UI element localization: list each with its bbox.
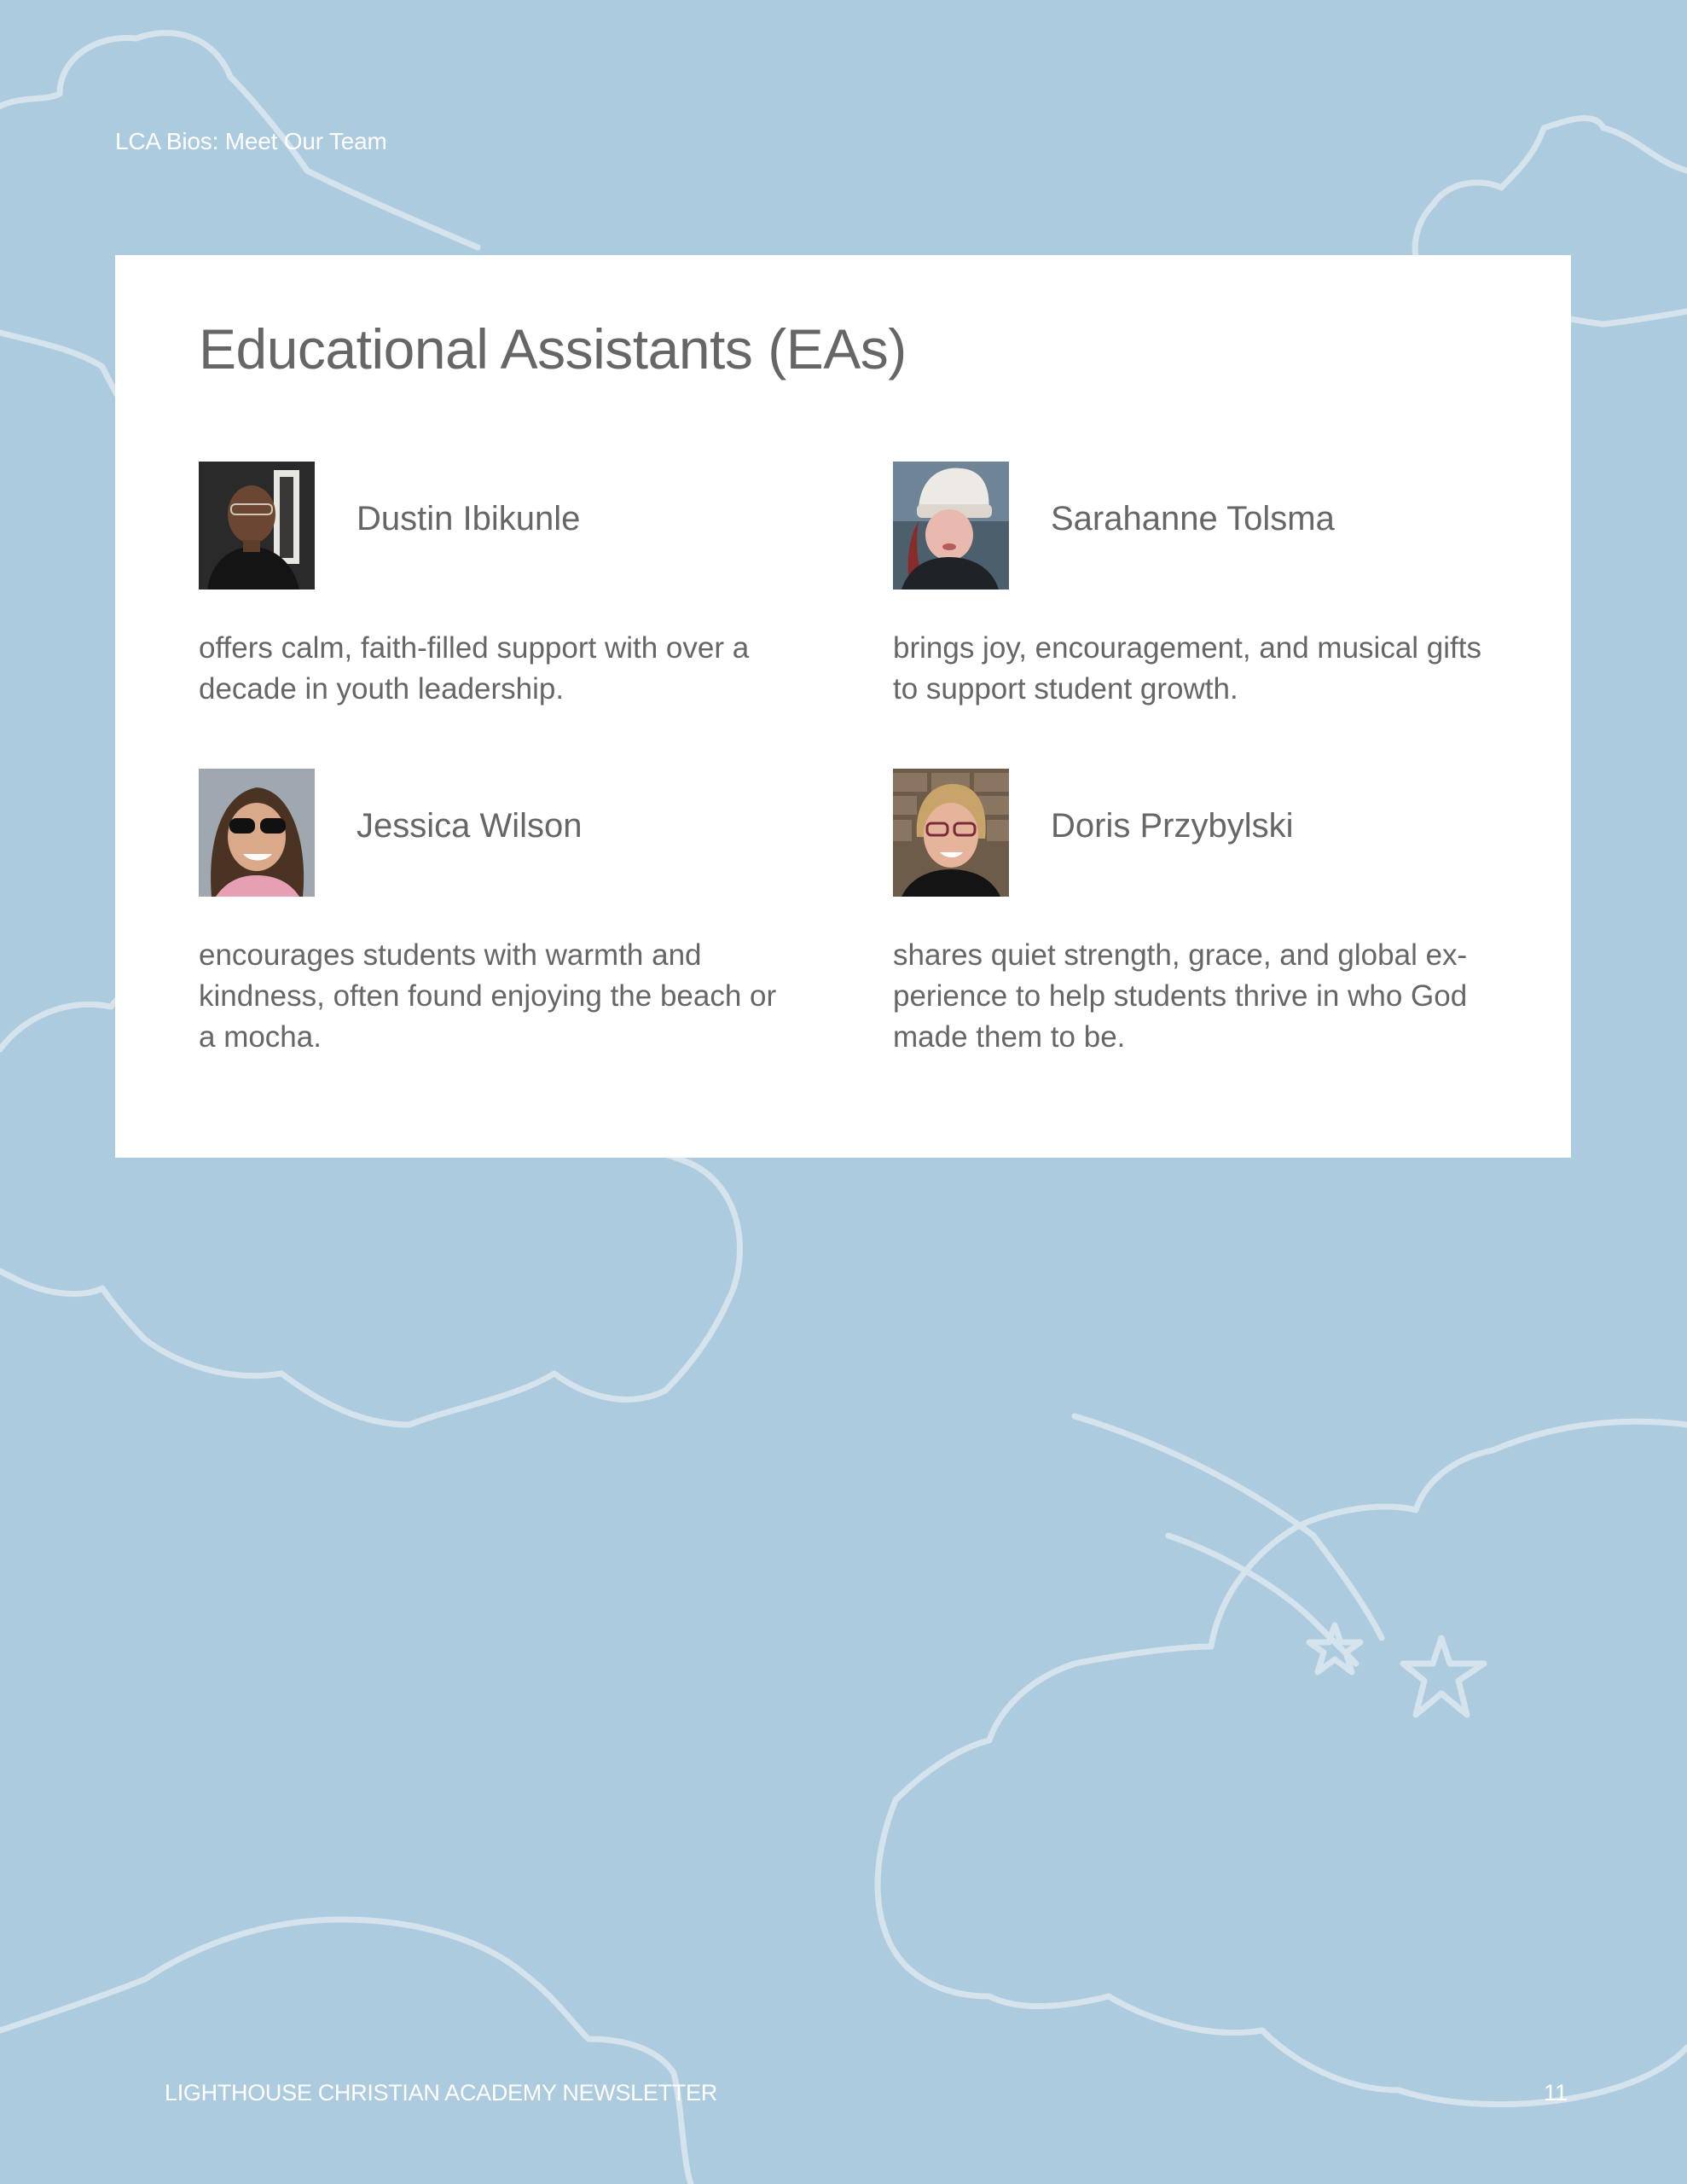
portrait-photo-1 [199,462,315,590]
member-description: brings joy, encouragement, and musical gifts to support student growth. [893,631,1481,706]
avatar [199,769,315,897]
member-description: offers calm, faith-filled support with over a decade in youth leadership. [199,631,750,706]
bios-card [115,255,1571,1158]
section-header-label: LCA Bios: Meet Our Team [115,128,387,154]
member-name: Jessica Wilson [357,807,583,845]
newsletter-footer-title: LIGHTHOUSE CHRISTIAN ACADEMY NEWSLETTER [165,2080,717,2106]
member-name: Doris Przybylski [1051,807,1294,845]
portrait-photo-3 [199,769,315,897]
star-small [1309,1625,1360,1672]
avatar [893,769,1009,897]
member-description: encourages students with warmth and kindness, often found enjoying the beach or a mocha. [199,938,777,1054]
avatar [199,462,315,590]
section-title: Educational Assistants (EAs) [199,317,907,380]
member-name: Dustin Ibikunle [357,500,581,537]
portrait-photo-2 [893,462,1009,590]
portrait-photo-4 [893,769,1009,897]
cloud-bottom-right [878,1421,1687,2104]
cloud-bottom-left [0,1920,691,2184]
page-number: 11 [1543,2080,1568,2106]
member-name: Sarahanne Tolsma [1051,500,1335,537]
member-description: shares quiet strength, grace, and global ex-perience to help students thrive in who God made them to be. [893,938,1468,1054]
star-large [1403,1638,1484,1715]
avatar [893,462,1009,590]
shooting-star-trail-1 [1075,1416,1382,1638]
